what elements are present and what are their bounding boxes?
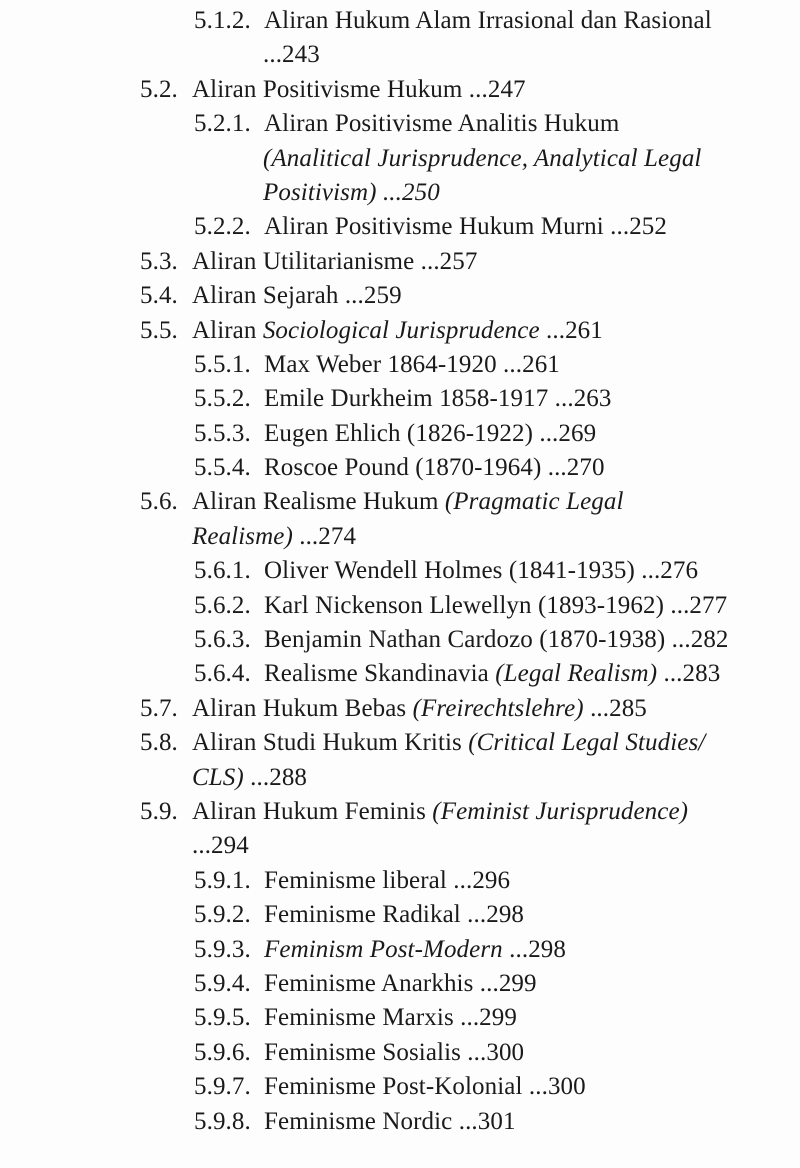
entry-page: ...288 [250, 763, 308, 791]
entry-number: 5.9.2. [194, 901, 251, 929]
entry-page: ...283 [663, 660, 721, 688]
entry-page: ...294 [192, 832, 249, 860]
toc-entry-5-5 [0, 314, 800, 348]
toc-entry-5-5-4 [0, 451, 800, 485]
toc-entry-5-6-4 [0, 657, 800, 691]
entry-title: Feminisme Marxis ...299 [264, 1004, 517, 1032]
entry-number: 5.5.3. [194, 419, 251, 447]
entry-title-italic: (Feminist Jurisprudence) [432, 797, 689, 825]
entry-number: 5.1.2. [194, 7, 251, 34]
entry-number: 5.9.7. [194, 1073, 251, 1101]
entry-number: 5.2. [140, 75, 178, 103]
toc-entry-5-6-1 [0, 554, 800, 588]
entry-title: Realisme Skandinavia [264, 660, 489, 688]
entry-number: 5.6. [140, 488, 178, 516]
entry-number: 5.9.1. [194, 866, 251, 894]
entry-title: Aliran Sejarah ...259 [192, 282, 402, 310]
entry-title-italic: Realisme) [192, 522, 293, 550]
entry-number: 5.9.8. [194, 1107, 251, 1135]
entry-title-italic: (Analitical Jurisprudence, Analytical Legal [263, 144, 702, 172]
entry-title: Feminisme Radikal ...298 [264, 901, 525, 929]
entry-page: ...274 [299, 522, 357, 550]
entry-title: Aliran Hukum Feminis [192, 797, 426, 825]
toc-entry-5-9 [0, 795, 800, 829]
entry-title: Aliran Studi Hukum Kritis [192, 729, 462, 757]
entry-title: Feminisme liberal ...296 [264, 866, 511, 894]
entry-number: 5.9. [140, 797, 178, 825]
entry-title: Emile Durkheim 1858-1917 ...263 [264, 385, 612, 413]
toc-entry-5-2-1-cont2 [0, 176, 800, 210]
entry-title-italic: (Freirechtslehre) [412, 694, 584, 722]
toc-entry-5-6 [0, 485, 800, 519]
entry-number: 5.6.1. [194, 557, 251, 585]
toc-entry-5-9-3 [0, 933, 800, 967]
toc-entry-5-9-4 [0, 967, 800, 1001]
toc-entry-5-5-1 [0, 348, 800, 382]
toc-entry-5-5-3 [0, 417, 800, 451]
entry-title: Eugen Ehlich (1826-1922) ...269 [264, 419, 597, 447]
entry-title: Oliver Wendell Holmes (1841-1935) ...276 [264, 557, 699, 585]
entry-title: Roscoe Pound (1870-1964) ...270 [264, 454, 605, 482]
toc-entry-5-8-cont [0, 761, 800, 795]
entry-title-italic: Positivism) ...250 [263, 178, 440, 206]
entry-title-italic: (Legal Realism) [495, 660, 658, 688]
toc-entry-5-9-cont [0, 829, 800, 863]
entry-title: Aliran Positivisme Hukum ...247 [192, 75, 526, 103]
toc-entry-5-9-7 [0, 1070, 800, 1104]
entry-number: 5.9.4. [194, 969, 251, 997]
entry-number: 5.9.3. [194, 935, 251, 963]
toc-entry-5-5-2 [0, 382, 800, 416]
entry-title: Feminisme Nordic ...301 [264, 1107, 516, 1135]
entry-number: 5.3. [140, 247, 178, 275]
toc-entry-5-9-6 [0, 1036, 800, 1070]
table-of-contents [0, 4, 800, 1139]
entry-number: 5.6.2. [194, 591, 251, 619]
entry-title-italic: CLS) [192, 763, 244, 791]
entry-number: 5.5.1. [194, 350, 251, 378]
toc-entry-5-1-2-cont [0, 38, 800, 72]
entry-number: 5.5. [140, 316, 178, 344]
entry-title: Aliran Realisme Hukum [192, 488, 439, 516]
toc-entry-5-8 [0, 726, 800, 760]
entry-number: 5.9.6. [194, 1038, 251, 1066]
entry-title: Benjamin Nathan Cardozo (1870-1938) ...282 [264, 626, 729, 654]
entry-number: 5.7. [140, 694, 178, 722]
entry-number: 5.8. [140, 729, 178, 757]
entry-number: 5.9.5. [194, 1004, 251, 1032]
toc-entry-5-6-2 [0, 589, 800, 623]
entry-title: Feminisme Sosialis ...300 [264, 1038, 525, 1066]
entry-title-italic: Feminism Post-Modern [264, 935, 503, 963]
toc-entry-5-2-1-cont1 [0, 142, 800, 176]
entry-title: Aliran Positivisme Hukum Murni ...252 [264, 213, 668, 241]
entry-number: 5.6.3. [194, 626, 251, 654]
toc-entry-5-2 [0, 73, 800, 107]
entry-title: Feminisme Post-Kolonial ...300 [264, 1073, 586, 1101]
entry-title-italic: (Critical Legal Studies/ [468, 729, 706, 757]
entry-page: ...243 [263, 41, 320, 69]
toc-entry-5-9-8 [0, 1105, 800, 1139]
entry-title: Aliran Hukum Bebas [192, 694, 407, 722]
entry-title-italic: (Pragmatic Legal [444, 488, 624, 516]
toc-entry-5-9-2 [0, 898, 800, 932]
toc-entry-5-1-2 [0, 4, 800, 38]
entry-number: 5.2.1. [194, 110, 251, 138]
toc-entry-5-3 [0, 245, 800, 279]
entry-title: Feminisme Anarkhis ...299 [264, 969, 537, 997]
entry-title: Aliran [192, 316, 257, 344]
entry-title: Aliran Hukum Alam Irrasional dan Rasional [264, 7, 712, 34]
entry-page: ...298 [509, 935, 566, 963]
toc-entry-5-2-2 [0, 210, 800, 244]
toc-entry-5-4 [0, 279, 800, 313]
entry-number: 5.4. [140, 282, 178, 310]
entry-number: 5.6.4. [194, 660, 251, 688]
entry-number: 5.2.2. [194, 213, 251, 241]
entry-page: ...261 [546, 316, 603, 344]
entry-title-italic: Sociological Jurisprudence [262, 316, 540, 344]
entry-title: Aliran Utilitarianisme ...257 [192, 247, 478, 275]
toc-entry-5-2-1 [0, 107, 800, 141]
entry-page: ...285 [590, 694, 647, 722]
entry-title: Max Weber 1864-1920 ...261 [264, 350, 560, 378]
entry-title: Aliran Positivisme Analitis Hukum [264, 110, 620, 138]
toc-entry-5-9-5 [0, 1001, 800, 1035]
toc-entry-5-6-cont [0, 520, 800, 554]
entry-number: 5.5.4. [194, 454, 251, 482]
entry-title: Karl Nickenson Llewellyn (1893-1962) ...277 [264, 591, 728, 619]
entry-number: 5.5.2. [194, 385, 251, 413]
toc-entry-5-7 [0, 692, 800, 726]
toc-entry-5-9-1 [0, 864, 800, 898]
toc-entry-5-6-3 [0, 623, 800, 657]
